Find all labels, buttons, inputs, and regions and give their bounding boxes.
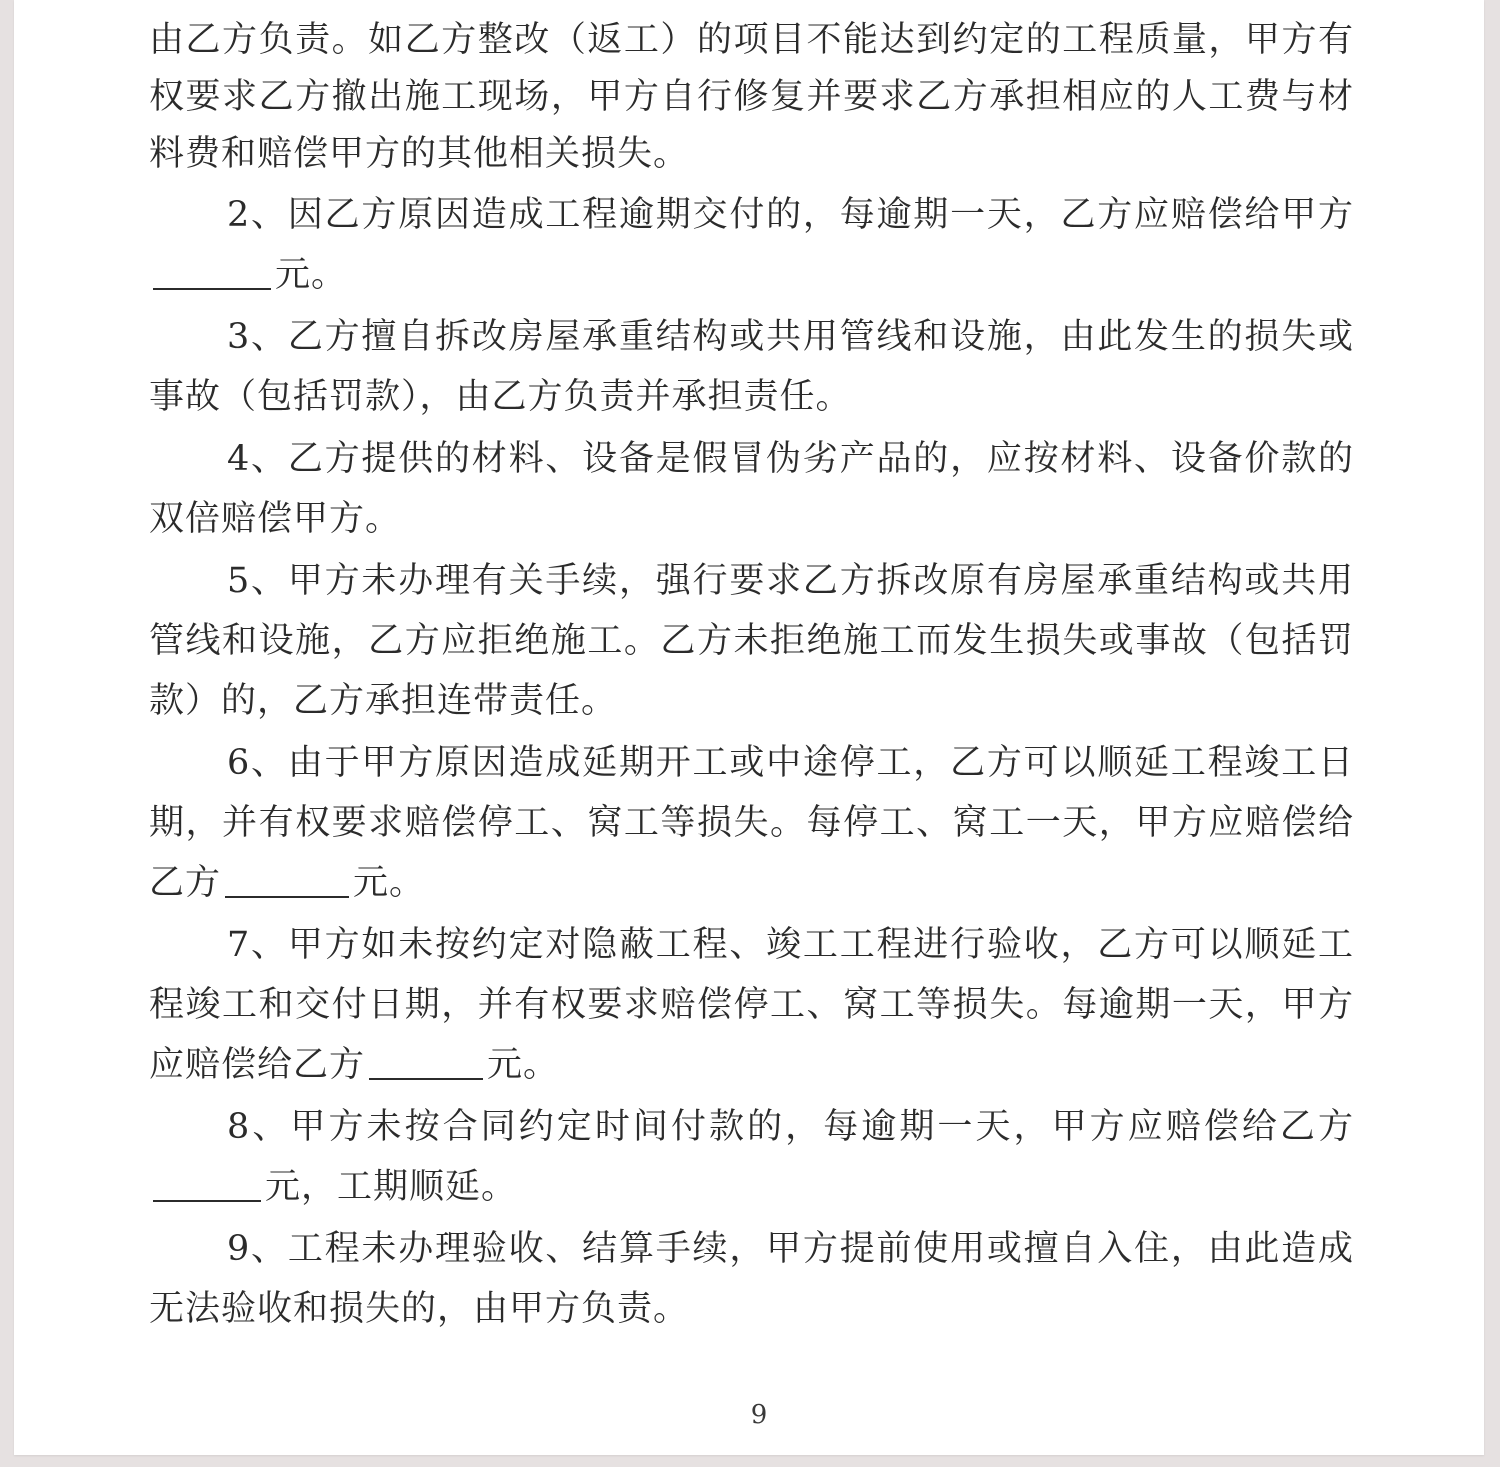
blank-amount-field bbox=[369, 1048, 483, 1080]
document-page bbox=[14, 0, 1484, 1455]
clause-2 bbox=[149, 185, 1354, 305]
clause-3: 3、乙方擅自拆改房屋承重结构或共用管线和设施，由此发生的损失或事故（包括罚款），由乙方负责并承担责任。 bbox=[149, 317, 1354, 417]
clause-7-text: 7、甲方如未按约定对隐蔽工程、竣工工程进行验收，乙方可以顺延工程竣工和交付日期，并有权要求赔偿停工、窝工等损失。每逾期一天，甲方应赔偿给乙方 bbox=[149, 925, 1354, 1085]
clause-7-suffix: 元。 bbox=[487, 1045, 560, 1085]
blank-amount-field bbox=[153, 1170, 261, 1202]
clause-9: 9、工程未办理验收、结算手续，甲方提前使用或擅自入住，由此造成无法验收和损失的，由甲方负责。 bbox=[149, 1229, 1354, 1329]
page-number: 9 bbox=[750, 1400, 768, 1430]
clause-4: 4、乙方提供的材料、设备是假冒伪劣产品的，应按材料、设备价款的双倍赔偿甲方。 bbox=[149, 439, 1354, 539]
clause-2-text: 2、因乙方原因造成工程逾期交付的，每逾期一天，乙方应赔偿给甲方 bbox=[227, 195, 1354, 235]
blank-amount-field bbox=[153, 258, 271, 290]
clause-6 bbox=[149, 733, 1354, 913]
clause-2-suffix: 元。 bbox=[275, 255, 348, 295]
page-content bbox=[149, 12, 1354, 1339]
clause-8-suffix: 元，工期顺延。 bbox=[265, 1167, 518, 1207]
clause-8 bbox=[149, 1097, 1354, 1217]
clause-6-text: 6、由于甲方原因造成延期开工或中途停工，乙方可以顺延工程竣工日期，并有权要求赔偿停工、窝工等损失。每停工、窝工一天，甲方应赔偿给乙方 bbox=[149, 743, 1354, 903]
blank-amount-field bbox=[225, 866, 349, 898]
clause-5: 5、甲方未办理有关手续，强行要求乙方拆改原有房屋承重结构或共用管线和设施，乙方应拒绝施工。乙方未拒绝施工而发生损失或事故（包括罚款）的，乙方承担连带责任。 bbox=[149, 561, 1354, 721]
clause-7 bbox=[149, 915, 1354, 1095]
clause-6-suffix: 元。 bbox=[353, 863, 426, 903]
paragraph-continuation: 由乙方负责。如乙方整改（返工）的项目不能达到约定的工程质量，甲方有权要求乙方撤出施工现场，甲方自行修复并要求乙方承担相应的人工费与材料费和赔偿甲方的其他相关损失。 bbox=[149, 20, 1354, 174]
clause-8-text: 8、甲方未按合同约定时间付款的，每逾期一天，甲方应赔偿给乙方 bbox=[227, 1107, 1354, 1147]
